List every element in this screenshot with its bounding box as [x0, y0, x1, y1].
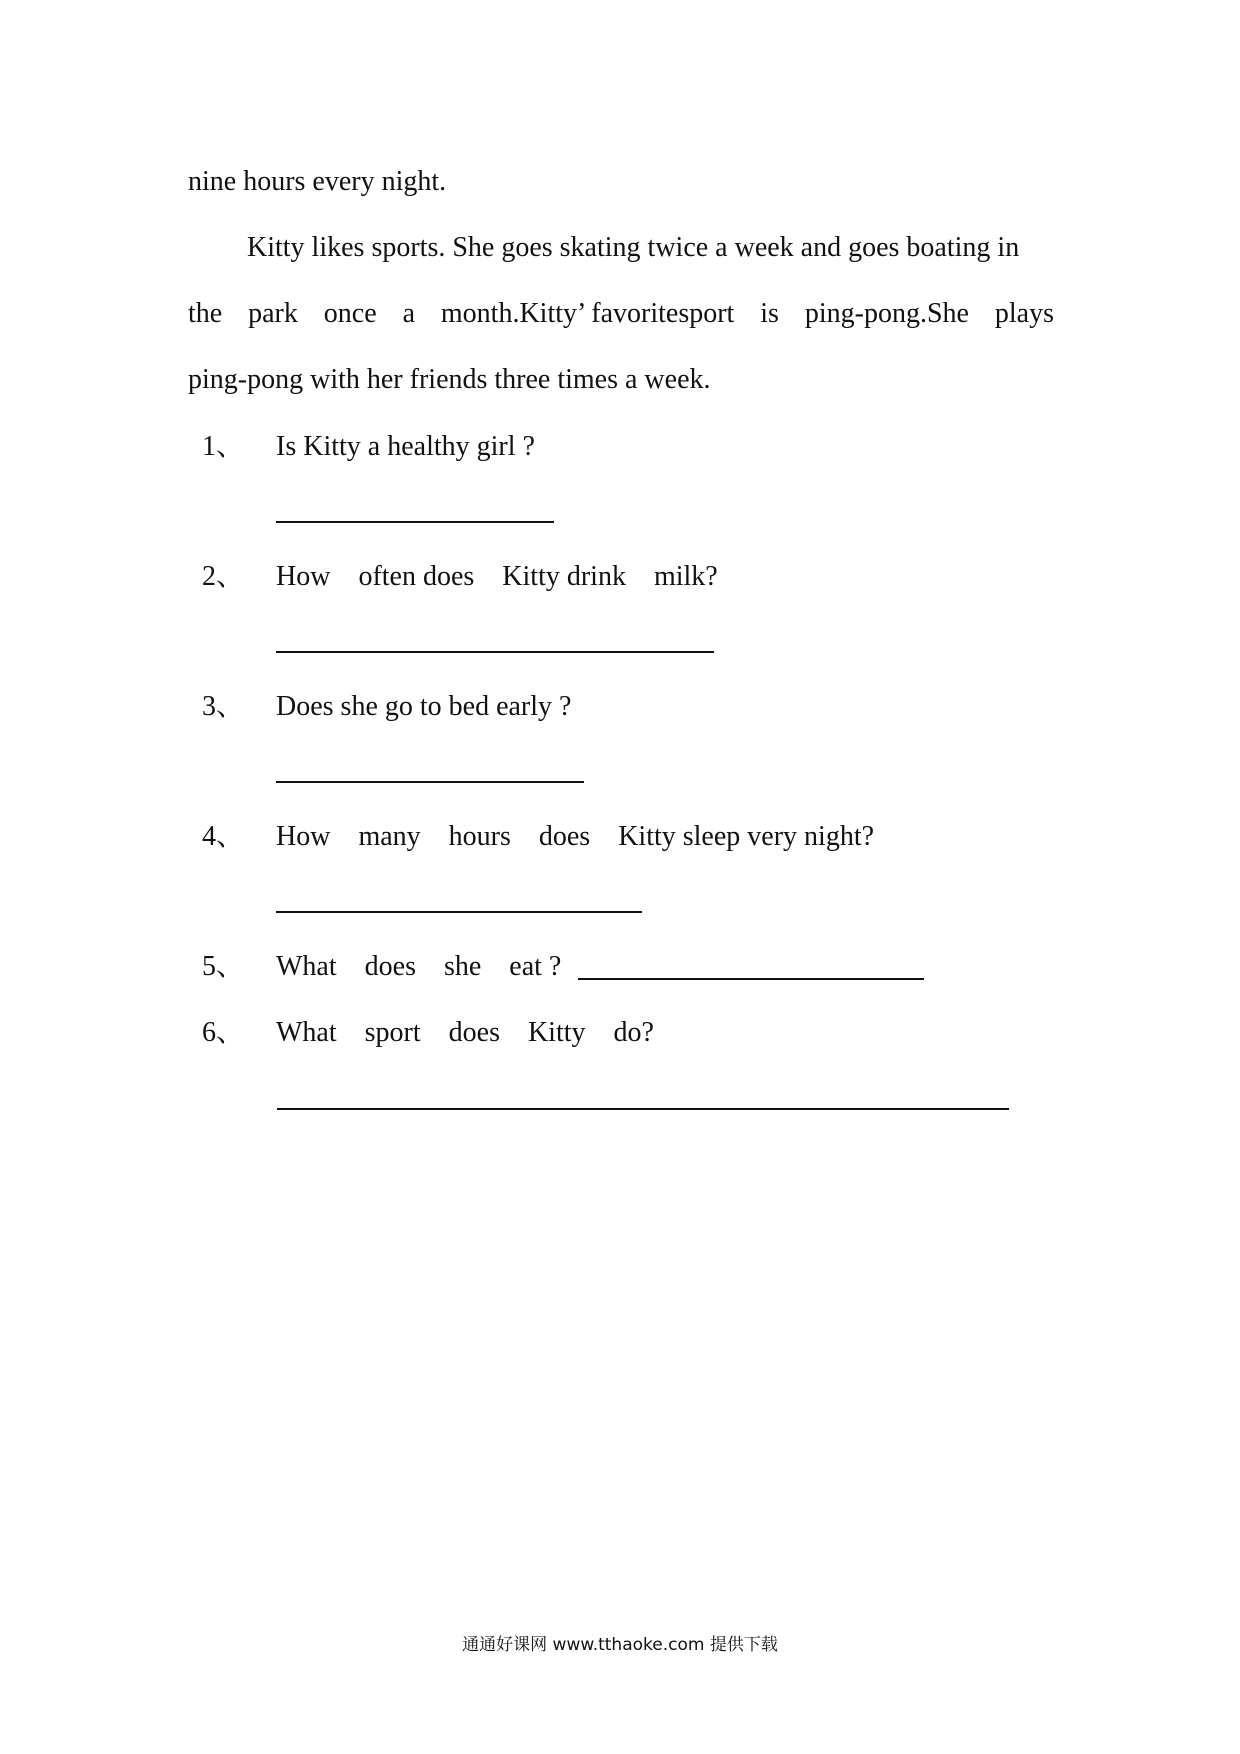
- passage-word: once: [323, 298, 377, 329]
- passage-word: month.Kitty’ favoritesport: [440, 298, 735, 329]
- passage-word: ping-pong.She: [804, 298, 969, 329]
- question-2-text: How often does Kitty drink milk?: [276, 561, 718, 592]
- passage-line-3: [188, 297, 1054, 331]
- answer-3-blank[interactable]: [276, 781, 584, 783]
- answer-4-blank[interactable]: [276, 911, 642, 913]
- passage-word: is: [760, 298, 779, 329]
- question-6-text: What sport does Kitty do?: [276, 1017, 654, 1048]
- passage-line-2: Kitty likes sports. She goes skating twice a week and goes boating in: [247, 232, 1020, 263]
- passage-word: park: [248, 298, 298, 329]
- question-5-number: 5、: [202, 951, 245, 982]
- passage-word: plays: [994, 298, 1054, 329]
- passage-word: a: [402, 298, 415, 329]
- passage-word: the: [188, 298, 223, 329]
- answer-6-blank[interactable]: [277, 1108, 1009, 1110]
- answer-2-blank[interactable]: [276, 651, 714, 653]
- question-3-text: Does she go to bed early ?: [276, 691, 572, 722]
- question-1-text: Is Kitty a healthy girl ?: [276, 431, 535, 462]
- question-4-number: 4、: [202, 821, 245, 852]
- question-2-number: 2、: [202, 561, 245, 592]
- question-4-text: How many hours does Kitty sleep very night?: [276, 821, 875, 852]
- question-3-number: 3、: [202, 691, 245, 722]
- answer-5-blank[interactable]: [578, 978, 924, 980]
- answer-1-blank[interactable]: [276, 521, 554, 523]
- footer-credit: 通通好课网 www.tthaoke.com 提供下载: [462, 1635, 778, 1655]
- question-6-number: 6、: [202, 1017, 245, 1048]
- question-1-number: 1、: [202, 431, 245, 462]
- passage-line-4: ping-pong with her friends three times a week.: [188, 364, 711, 395]
- question-5-text: What does she eat ?: [276, 951, 562, 982]
- passage-line-1: nine hours every night.: [188, 166, 447, 197]
